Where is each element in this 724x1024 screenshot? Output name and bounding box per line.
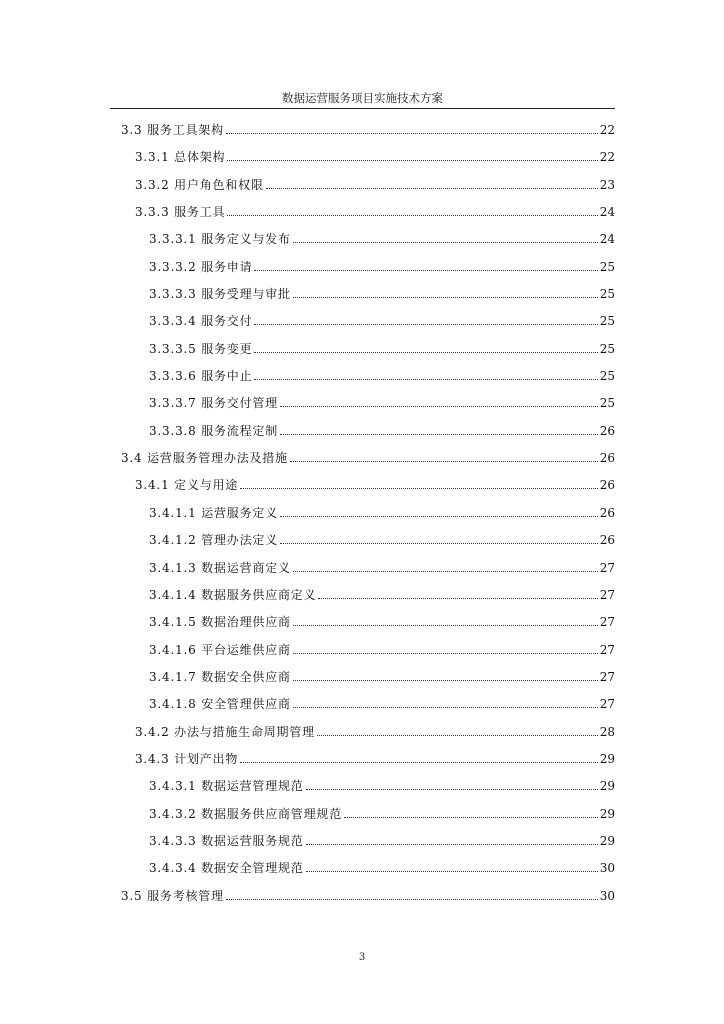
dot-leader [254,379,597,380]
toc-entry[interactable] [121,199,615,226]
toc-entry[interactable] [121,472,615,499]
toc-entry[interactable] [121,418,615,445]
toc-entry-page-number: 26 [599,451,615,466]
toc-entry-page-number: 22 [599,150,615,165]
toc-entry-page-number: 25 [599,341,615,356]
dot-leader [266,188,598,189]
dot-leader [254,352,597,353]
toc-entry-title: 3.4.1.4 数据服务供应商定义 [149,587,317,602]
toc-entry-page-number: 28 [599,724,615,739]
toc-entry[interactable] [121,664,615,691]
dot-leader [227,215,597,216]
dot-leader [293,571,598,572]
toc-entry-page-number: 26 [599,505,615,520]
toc-entry-page-number: 25 [599,314,615,329]
toc-entry-title: 3.4.1.8 安全管理供应商 [149,697,291,712]
dot-leader [293,707,598,708]
dot-leader [240,488,598,489]
dot-leader [280,516,598,517]
toc-entry[interactable] [121,226,615,253]
toc-entry-title: 3.3.3.2 服务申请 [149,259,253,274]
toc-entry-page-number: 29 [599,751,615,766]
running-header [110,88,615,109]
toc-entry-title: 3.4.1.2 管理办法定义 [149,533,278,548]
toc-entry[interactable] [121,746,615,773]
toc-entry-page-number: 30 [599,861,615,876]
dot-leader [293,242,598,243]
toc-entry[interactable] [121,527,615,554]
toc-entry-title: 3.4.3.2 数据服务供应商管理规范 [149,806,342,821]
dot-leader [293,653,598,654]
toc-entry-page-number: 26 [599,423,615,438]
toc-entry-title: 3.5 服务考核管理 [121,888,224,903]
dot-leader [306,844,598,845]
toc-entry-page-number: 25 [599,259,615,274]
document-title: 数据运营服务项目实施技术方案 [282,91,443,105]
dot-leader [254,270,597,271]
toc-entry-title: 3.4.1.1 运营服务定义 [149,505,278,520]
toc-entry-page-number: 25 [599,369,615,384]
toc-entry-page-number: 26 [599,533,615,548]
toc-entry-title: 3.4.1.5 数据治理供应商 [149,615,291,630]
toc-entry-title: 3.4.3.1 数据运营管理规范 [149,779,304,794]
dot-leader [227,160,597,161]
toc-entry[interactable] [121,445,615,472]
toc-entry-page-number: 22 [599,123,615,137]
toc-entry[interactable] [121,308,615,335]
toc-entry[interactable] [121,801,615,828]
dot-leader [290,461,598,462]
toc-entry-title: 3.3.3.7 服务交付管理 [149,396,278,411]
dot-leader [280,434,598,435]
toc-entry-page-number: 23 [599,177,615,192]
toc-entry-title: 3.4 运营服务管理办法及措施 [121,451,288,466]
dot-leader [254,324,597,325]
dot-leader [226,899,598,900]
toc-entry[interactable] [121,637,615,664]
toc-entry-page-number: 27 [599,587,615,602]
toc-entry-title: 3.3.3.6 服务中止 [149,369,253,384]
dot-leader [240,762,598,763]
toc-entry[interactable] [121,172,615,199]
toc-entry-page-number: 24 [599,205,615,220]
toc-entry-page-number: 27 [599,697,615,712]
page-number: 3 [358,952,366,963]
dot-leader [280,543,598,544]
toc-entry-page-number: 29 [599,833,615,848]
toc-entry[interactable] [121,883,615,910]
toc-entry[interactable] [121,281,615,308]
toc-entry-page-number: 27 [599,560,615,575]
toc-entry-page-number: 24 [599,232,615,247]
dot-leader [306,871,598,872]
dot-leader [226,133,598,134]
toc-entry-title: 3.3.1 总体架构 [135,150,226,165]
toc-entry[interactable] [121,254,615,281]
toc-entry-title: 3.3.3.5 服务变更 [149,341,253,356]
dot-leader [293,680,598,681]
toc-entry[interactable] [121,500,615,527]
toc-entry[interactable] [121,363,615,390]
dot-leader [344,817,598,818]
toc-entry[interactable] [121,390,615,417]
toc-entry-page-number: 27 [599,615,615,630]
toc-entry[interactable] [121,336,615,363]
toc-entry-title: 3.3.3.1 服务定义与发布 [149,232,291,247]
toc-entry[interactable] [121,144,615,171]
toc-entry-page-number: 29 [599,779,615,794]
toc-entry[interactable] [121,855,615,882]
toc-entry-title: 3.3.3.4 服务交付 [149,314,253,329]
toc-entry-title: 3.3 服务工具架构 [121,123,224,137]
toc-entry-page-number: 27 [599,669,615,684]
toc-entry-page-number: 25 [599,287,615,302]
toc-entry-page-number: 26 [599,478,615,493]
toc-entry-page-number: 29 [599,806,615,821]
table-of-contents [121,117,615,910]
dot-leader [280,406,598,407]
dot-leader [317,735,598,736]
toc-entry-title: 3.3.3 服务工具 [135,205,226,220]
toc-entry[interactable] [121,117,615,144]
toc-entry-title: 3.4.3.3 数据运营服务规范 [149,833,304,848]
toc-entry-page-number: 25 [599,396,615,411]
toc-entry[interactable] [121,719,615,746]
toc-entry[interactable] [121,691,615,718]
dot-leader [306,789,598,790]
dot-leader [318,598,597,599]
toc-entry-title: 3.4.2 办法与措施生命周期管理 [135,724,315,739]
dot-leader [293,297,598,298]
toc-entry-title: 3.4.1 定义与用途 [135,478,239,493]
toc-entry[interactable] [121,555,615,582]
toc-entry-title: 3.3.3.3 服务受理与审批 [149,287,291,302]
toc-entry-title: 3.4.1.3 数据运营商定义 [149,560,291,575]
toc-entry-title: 3.3.2 用户角色和权限 [135,177,264,192]
toc-entry[interactable] [121,828,615,855]
toc-entry-page-number: 30 [599,888,615,903]
toc-entry-title: 3.3.3.8 服务流程定制 [149,423,278,438]
toc-entry-page-number: 27 [599,642,615,657]
toc-entry[interactable] [121,609,615,636]
toc-entry[interactable] [121,582,615,609]
dot-leader [293,625,598,626]
toc-entry-title: 3.4.1.6 平台运维供应商 [149,642,291,657]
toc-entry-title: 3.4.3.4 数据安全管理规范 [149,861,304,876]
toc-entry-title: 3.4.3 计划产出物 [135,751,239,766]
toc-entry-title: 3.4.1.7 数据安全供应商 [149,669,291,684]
toc-entry[interactable] [121,773,615,800]
